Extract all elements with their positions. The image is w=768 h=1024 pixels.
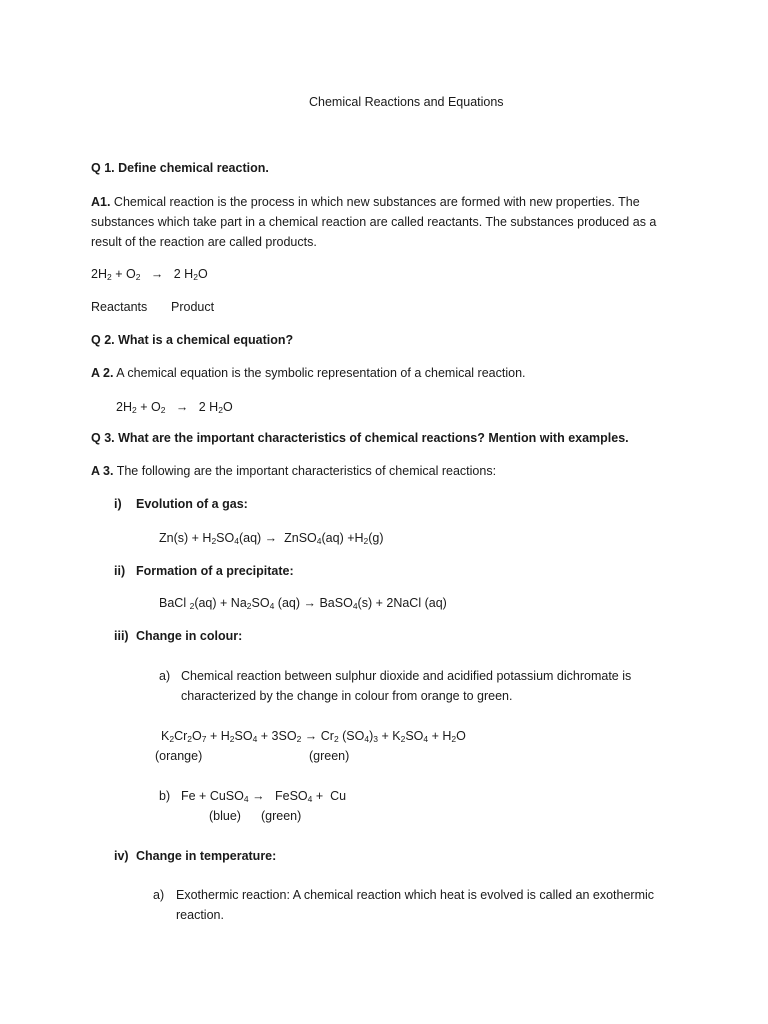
product-label: Product <box>171 300 215 314</box>
page-title: Chemical Reactions and Equations <box>309 95 504 109</box>
item-iii-title: Change in colour: <box>136 629 243 643</box>
item-i-number: i) <box>114 497 122 511</box>
temp-a-marker: a) <box>153 888 165 902</box>
colour-a-marker: a) <box>159 669 171 683</box>
reactants-label: Reactants <box>91 300 148 314</box>
question-1: Q 1. Define chemical reaction. <box>91 161 269 175</box>
answer-1-label: A1. <box>91 195 111 209</box>
answer-2-label: A 2. <box>91 366 114 380</box>
label-orange: (orange) <box>155 749 203 763</box>
item-ii-number: ii) <box>114 564 126 578</box>
colour-a-line-2: characterized by the change in colour from orange to green. <box>181 689 513 703</box>
label-green-1: (green) <box>309 749 350 763</box>
precipitate-equation: BaCl $_2(aq) + Na_2SO_4$ (aq) → BaSO$_4$(s) + 2NaCl (aq) <box>159 596 447 611</box>
colour-b-marker: b) <box>159 789 171 803</box>
gas-equation: $Zn(s) + H_2SO_4(aq)$ → ZnSO$_4$(aq) $+H_2(g)$ <box>159 531 384 546</box>
answer-1-paragraph <box>91 192 671 252</box>
item-iv-number: iv) <box>114 849 129 863</box>
answer-2-equation: $2H_2 + O_2 \to 2$ $H_2O$ <box>116 400 233 415</box>
colour-a-line-1: Chemical reaction between sulphur dioxide and acidified potassium dichromate is <box>181 669 632 683</box>
label-green-2: (green) <box>261 809 302 823</box>
question-2: Q 2. What is a chemical equation? <box>91 333 294 347</box>
answer-3-label: A 3. <box>91 464 114 478</box>
iron-copper-equation: Fe + CuSO$_4$ → FeSO$_4$ + Cu <box>181 789 347 804</box>
answer-2-text: A chemical equation is the symbolic representation of a chemical reaction. <box>113 366 526 380</box>
answer-1-equation: $2H_2 + O_2 \to 2$ $H_2O$ <box>91 267 208 282</box>
item-iv-title: Change in temperature: <box>136 849 277 863</box>
temp-a-line-1: Exothermic reaction: A chemical reaction which heat is evolved is called an exothermic <box>176 888 655 902</box>
temp-a-line-2: reaction. <box>176 908 224 922</box>
item-i-title: Evolution of a gas: <box>136 497 248 511</box>
answer-1-text: Chemical reaction is the process in which new substances are formed with new properties. The substances which take part in a chemical reaction are called reactants. The substances produced as a result of the reaction are called products. <box>91 195 657 249</box>
item-ii-title: Formation of a precipitate: <box>136 564 294 578</box>
item-iii-number: iii) <box>114 629 129 643</box>
dichromate-equation: $K_2Cr_2O_7 + H_2SO_4 + 3SO_2 \to Cr_2$ $(SO_4)_3 + K_2SO_4 + H_2O$ <box>161 729 466 744</box>
label-blue: (blue) <box>209 809 241 823</box>
answer-3-text: The following are the important characteristics of chemical reactions: <box>113 464 497 478</box>
answer-3-paragraph <box>91 461 496 481</box>
answer-2-paragraph <box>91 363 526 383</box>
question-3: Q 3. What are the important characteristics of chemical reactions? Mention with examples. <box>91 431 629 445</box>
